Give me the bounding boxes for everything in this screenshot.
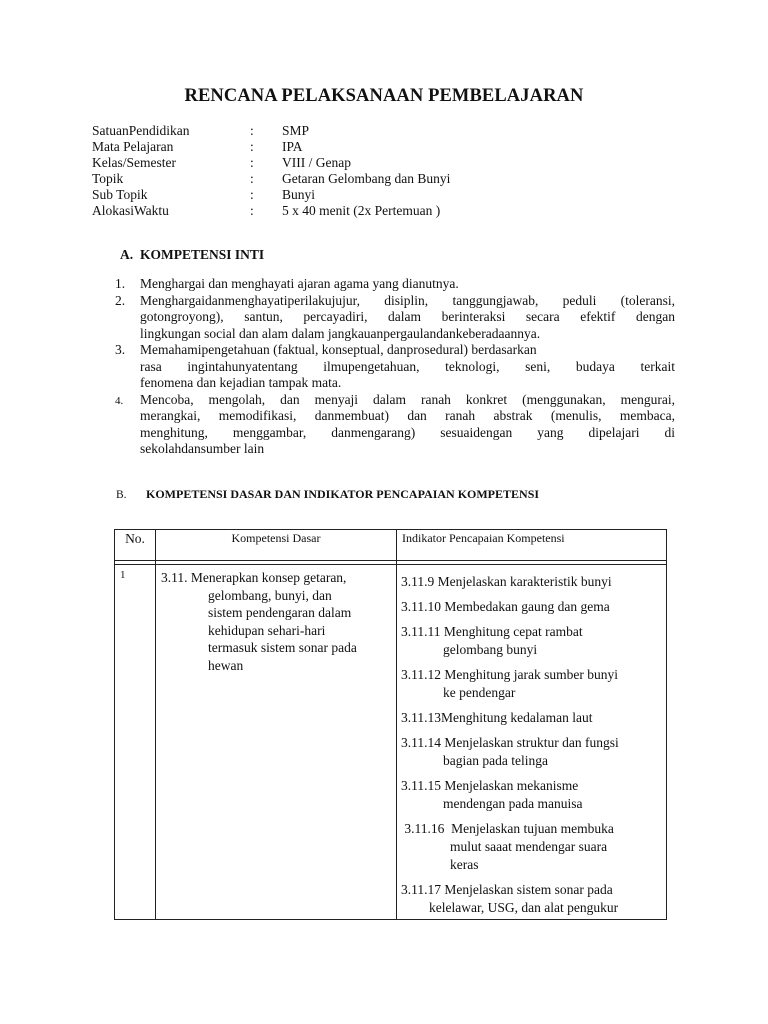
meta-colon: : [250,187,254,202]
header-kd-label: Kompetensi Dasar [231,531,321,545]
meta-label: Kelas/Semester [92,155,176,170]
identity-block [92,123,572,219]
list-text-line: rasa ingintahunyatentang ilmupengetahuan, teknologi, seni, budaya terkait [140,358,675,374]
meta-value: VIII / Genap [282,155,351,170]
table-row [115,565,667,920]
indicator-continuation: kelelawar, USG, dan alat pengukur [429,900,619,915]
indicator-item [401,734,666,770]
indicator-text: 3.11.9 Menjelaskan karakteristik bunyi [401,574,612,589]
meta-row-class [92,155,572,171]
meta-value: 5 x 40 menit (2x Pertemuan ) [282,203,441,218]
list-text-line: Menghargai dan menghayati ajaran agama yang dianutnya. [140,276,459,291]
list-text-line: sekolahdansumber lain [140,441,265,456]
kd-line: gelombang, bunyi, dan [208,587,332,603]
meta-label: AlokasiWaktu [92,203,169,218]
indicator-continuation: mendengan pada manuisa [443,796,583,811]
indicator-text: 3.11.16 Menjelaskan tujuan membuka [401,821,614,836]
list-item [115,392,675,458]
kompetensi-inti-list [115,276,675,458]
meta-colon: : [250,171,254,186]
indicator-item [401,623,666,659]
header-ind-label: Indikator Pencapaian Kompetensi [402,531,565,545]
meta-row-time [92,203,572,219]
indicator-text: 3.11.15 Menjelaskan mekanisme [401,778,579,793]
list-number: 1. [115,276,126,291]
indicator-text: 3.11.10 Membedakan gaung dan gema [401,599,610,614]
list-number: 3. [115,342,126,357]
indicator-continuation: gelombang bunyi [443,642,538,657]
header-no-label: No. [125,531,145,546]
list-item [115,276,675,293]
meta-row-school [92,123,572,139]
section-letter: A. [120,247,134,262]
meta-value: IPA [282,139,303,154]
meta-row-subtopic [92,187,572,203]
indicator-item [401,666,666,702]
kd-line: hewan [208,657,244,673]
meta-label: Sub Topik [92,187,148,202]
list-number: 4. [115,394,124,407]
indicator-text: 3.11.12 Menghitung jarak sumber bunyi [401,667,618,682]
indicator-text: 3.11.14 Menjelaskan struktur dan fungsi [401,735,619,750]
document-title: RENCANA PELAKSANAAN PEMBELAJARAN [184,86,584,106]
header-no [115,530,156,561]
meta-label: Mata Pelajaran [92,139,174,154]
meta-value: SMP [282,123,310,138]
section-title: KOMPETENSI INTI [140,247,265,262]
table-header-row [115,530,667,561]
meta-label: SatuanPendidikan [92,123,190,138]
section-a-heading [120,247,264,263]
kompetensi-dasar-cell [156,565,397,920]
indicator-item [401,598,666,616]
meta-value: Getaran Gelombang dan Bunyi [282,171,451,186]
list-text-line: Menghargaidanmenghayatiperilakujujur, disiplin, tanggungjawab, peduli (toleransi, [140,292,675,308]
indicator-item [401,777,666,813]
indicator-text: 3.11.17 Menjelaskan sistem sonar pada [401,882,613,897]
meta-colon: : [250,123,254,138]
meta-colon: : [250,155,254,170]
indicator-item [401,881,666,917]
indicator-continuation: keras [450,857,479,872]
indicator-continuation: bagian pada telinga [443,753,548,768]
meta-colon: : [250,139,254,154]
section-letter: B. [116,489,127,501]
meta-row-topic [92,171,572,187]
indicator-item [401,820,666,874]
list-text-line: lingkungan social dan alam dalam jangkauanpergaulandankeberadaannya. [140,325,541,341]
indicator-continuation: mulut saaat mendengar suara [450,839,608,854]
list-text-line: merangkai, memodifikasi, danmembuat) dan ranah abstrak (menulis, membaca, [140,408,675,423]
header-indikator [397,530,667,561]
list-text-line: Memahamipengetahuan (faktual, konseptual, danprosedural) berdasarkan [140,342,537,357]
indicator-item [401,573,666,591]
list-text-line: menghitung, menggambar, danmengarang) sesuaidengan yang dipelajari di [140,424,675,440]
indicator-continuation: ke pendengar [443,685,516,700]
list-text-line: gotongroyong), santun, percayadiri, dalam berinteraksi secara efektif dengan [140,309,675,324]
indikator-cell [397,565,667,920]
header-kompetensi-dasar [156,530,397,561]
indicator-text: 3.11.13Menghitung kedalaman laut [401,710,593,725]
competency-table [114,529,667,920]
list-item [115,342,675,392]
list-item [115,293,675,343]
kd-line: termasuk sistem sonar pada [208,640,357,655]
kompetensi-dasar-text [156,565,396,674]
kd-line: kehidupan sehari-hari [208,622,326,638]
list-number: 2. [115,292,126,308]
kd-line: 3.11. Menerapkan konsep getaran, [161,570,347,585]
section-title: KOMPETENSI DASAR DAN INDIKATOR PENCAPAIAN KOMPETENSI [146,487,540,501]
meta-row-subject [92,139,572,155]
list-text-line: Mencoba, mengolah, dan menyaji dalam ranah konkret (menggunakan, mengurai, [140,391,675,407]
kd-line: sistem pendengaran dalam [208,605,352,620]
meta-colon: : [250,203,254,218]
section-b-heading [116,487,539,502]
list-text-line: fenomena dan kejadian tampak mata. [140,375,342,390]
meta-value: Bunyi [282,187,316,202]
indicator-item [401,709,666,727]
row-number: 1 [115,565,156,920]
indicator-text: 3.11.11 Menghitung cepat rambat [401,624,583,639]
meta-label: Topik [92,171,124,186]
